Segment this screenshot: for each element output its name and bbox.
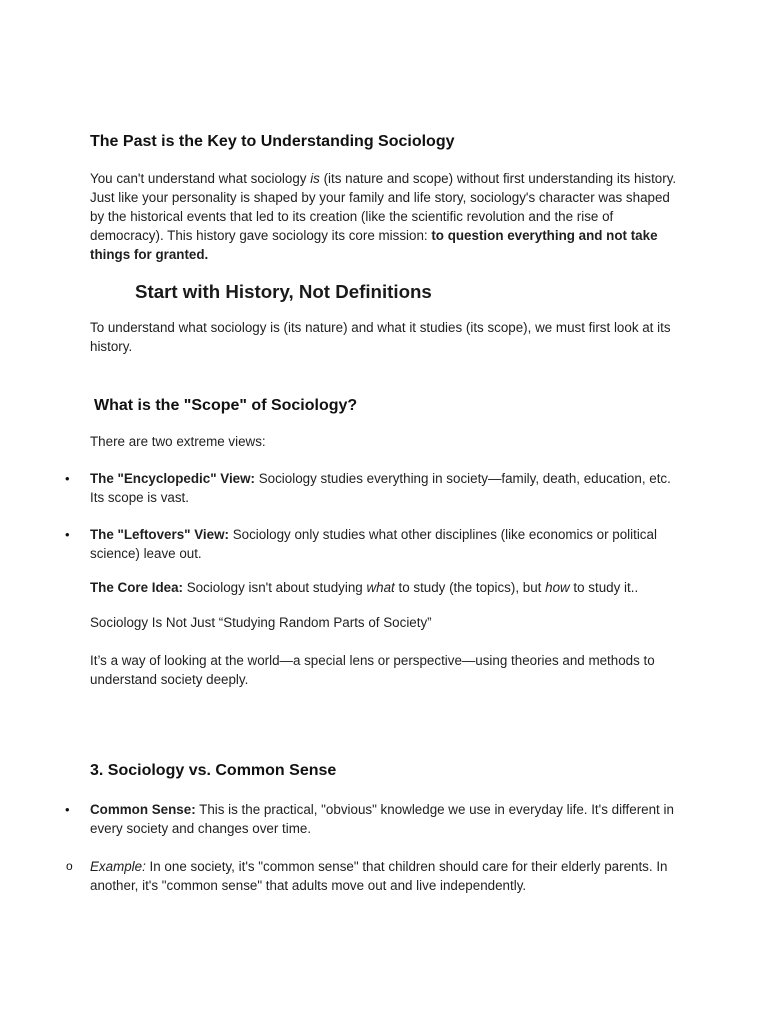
not-just-random-parts: Sociology Is Not Just “Studying Random Parts of Society” — [90, 615, 432, 630]
history-paragraph — [90, 169, 678, 264]
history-bold-mission: to question everything and not take things for granted. — [90, 228, 658, 262]
bullet-marker: • — [65, 471, 70, 486]
core-idea-text-b: to study (the topics), but — [394, 580, 546, 595]
leftovers-text: Sociology only studies what other disciplines (like economics or political science) leave out. — [90, 527, 657, 561]
encyclopedic-view-item — [90, 469, 678, 507]
bullet-marker: • — [65, 802, 70, 817]
example-text: In one society, it's "common sense" that children should care for their elderly parents. In another, it's "common sense" that adults move out and live independently. — [90, 859, 668, 893]
core-idea-paragraph — [90, 578, 678, 597]
example-item — [90, 857, 678, 895]
example-label: Example: — [90, 859, 146, 874]
common-sense-text: This is the practical, "obvious" knowledge we use in everyday life. It's different in every society and changes over time. — [90, 802, 674, 836]
section2-title: What is the "Scope" of Sociology? — [94, 397, 358, 414]
circle-marker: o — [66, 859, 73, 873]
nature-scope-paragraph: To understand what sociology is (its nature) and what it studies (its scope), we must first look at its history. — [90, 320, 671, 354]
leftovers-view-item — [90, 525, 678, 563]
core-idea-text-a: Sociology isn't about studying — [183, 580, 367, 595]
history-text-b: (its nature and scope) without first understanding its history. Just like your personality is shaped by your family and life story, sociology's character was shaped by the historical events that led to its creation (like the scientific revolution and the rise of democracy). This history gave sociology its core mission: — [90, 171, 677, 243]
section1-title: The Past is the Key to Understanding Sociology — [90, 133, 455, 150]
core-idea-label: The Core Idea: — [90, 580, 184, 595]
subheading-start-with-history: Start with History, Not Definitions — [135, 281, 432, 302]
leftovers-label: The "Leftovers" View: — [90, 527, 229, 542]
core-idea-italic-how: how — [545, 580, 570, 595]
two-views-intro: There are two extreme views: — [90, 434, 266, 449]
lens-paragraph: It’s a way of looking at the world—a special lens or perspective—using theories and methods to understand society deeply. — [90, 653, 655, 687]
encyclopedic-text: Sociology studies everything in society—family, death, education, etc. Its scope is vast. — [90, 471, 671, 505]
common-sense-label: Common Sense: — [90, 802, 196, 817]
section3-title: 3. Sociology vs. Common Sense — [90, 762, 337, 779]
history-italic-is: is — [310, 171, 320, 186]
encyclopedic-label: The "Encyclopedic" View: — [90, 471, 256, 486]
history-text-a: You can't understand what sociology — [90, 171, 311, 186]
core-idea-italic-what: what — [366, 580, 395, 595]
core-idea-text-c: to study it.. — [569, 580, 639, 595]
common-sense-item — [90, 800, 678, 838]
bullet-marker: • — [65, 527, 70, 542]
